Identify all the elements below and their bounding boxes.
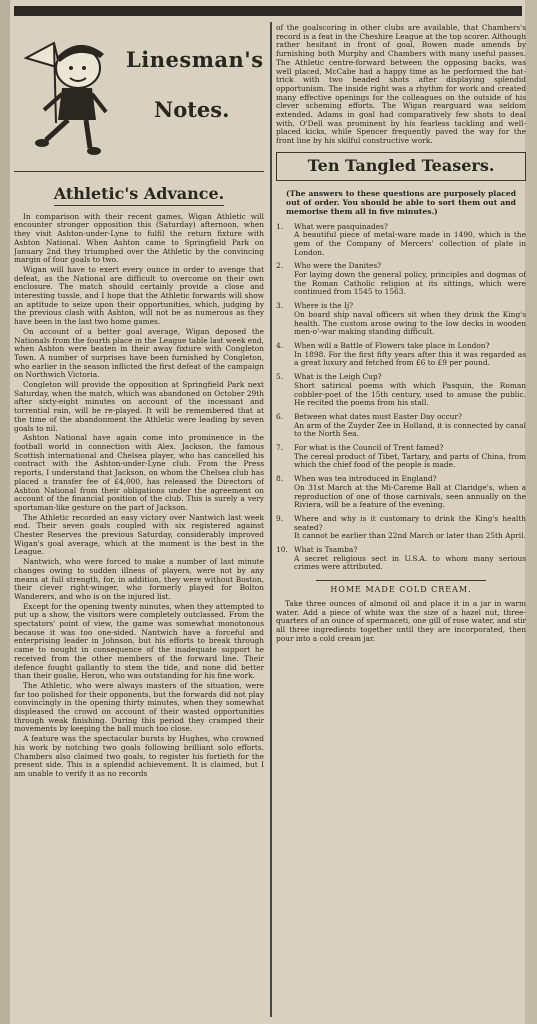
teaser-question: Between what dates must Easter Day occur?: [294, 411, 462, 421]
article-paragraph: Nantwich, who were forced to make a number of last minute changes owing to sudden illness of players, were not by any means at full strength, for, in addition, they were without Boston, their clever right-winger, who formerly played for Bolton Wanderers, and who is on the injured list.: [14, 557, 264, 601]
column-header: [14, 24, 264, 182]
teasers-intro: (The answers to these questions are purposely placed out of order. You should be able to sort them out and memorise them all in five minutes.): [286, 188, 516, 216]
section-title-rule: [54, 205, 224, 206]
teaser-number: 2.: [276, 261, 284, 271]
teaser-number: 8.: [276, 474, 284, 484]
teaser-question: What is the Leigh Cup?: [294, 372, 382, 382]
teaser-item: [276, 262, 526, 297]
linesman-mascot-illustration: [16, 28, 116, 158]
article-paragraph: Congleton will provide the opposition at Springfield Park next Saturday, when the match, which was abandoned on October 29th after sixty-eight minutes on account of the incessant and torrential rain, will be re-played. It will be remembered that at the time of the abandonment the Athletic were leading by seven goals to nil.: [14, 380, 264, 433]
article-paragraph: The Athletic, who were always masters of the situation, were far too polished for their opponents, but the forwards did not play convincingly in the opening thirty minutes, when they somewhat displeased the crowd on account of their wasted opportunities through weak finishing. During this period they cramped their movements by keeping the ball much too close.: [14, 680, 264, 734]
cold-cream-title: HOME MADE COLD CREAM.: [330, 585, 472, 595]
teaser-number: 9.: [276, 513, 284, 523]
teaser-item: [276, 546, 526, 572]
continued-paragraph: of the goalscoring in other clubs are available, that Chambers's record is a feat in the Cheshire League at the top scorer. Although rather hesitant in front of goal, Bowen made amends by furnishing both Murphy and Chambers with many useful passes. The Athletic centre-forward between the opposing backs, was well placed, McCabe had a happy time as he performed the hat-trick with two headed shots after displaying splendid opportunism. The inside right was a rhythm for work and created many effective openings for the colleagues on the outside of his clever scheming efforts. The Wigan rearguard was seldom extended. Adams in goal had comparatively few shots to deal with, O'Dell was prominent by his fearless tackling and well-placed kicks, while Spencer frequently paved the way for the front line by his skilful constructive work.: [276, 24, 526, 146]
teaser-question: When was tea introduced in England?: [294, 474, 437, 484]
teaser-question: For what is the Council of Trent famed?: [294, 443, 444, 453]
article-paragraph: Ashton National have again come into prominence in the football world in connection with Alex. Jackson, the famous Scottish international and Chelsea player, who has cancelled his contract with the Ashton-under-Lyne club. From the Press reports, I understand that Jackson, on whom the Chelsea club has placed a transfer fee of £4,000, has released the Directors of Ashton National from their obligations under the agreement on account of the financial position of the club. This is surely a very sportsman-like gesture on the part of Jackson.: [14, 433, 264, 512]
right-column: [276, 24, 526, 1019]
teaser-number: 5.: [276, 372, 284, 382]
teaser-item: [276, 515, 526, 541]
teaser-item: [276, 223, 526, 258]
heading-line-2: Notes.: [154, 97, 230, 122]
column-rule: [270, 22, 272, 1017]
teaser-answer: It cannot be earlier than 22nd March or later than 25th April.: [294, 531, 526, 541]
teaser-answer: Short satirical poems with which Pasquin, the Roman cobbler-poet of the 15th century, used to amuse the public. He recited the poems from his stall.: [294, 380, 526, 408]
teaser-answer: An arm of the Zuyder Zee in Holland, it is connected by canal to the North Sea.: [294, 420, 526, 439]
teaser-item: [276, 413, 526, 439]
teaser-answer: In 1898. For the first fifty years after this it was regarded as a great luxury and fetched from £6 to £9 per pound.: [294, 349, 526, 368]
teaser-answer: The cereal product of Tibet, Tartary, and parts of China, from which the chief food of the people is made.: [294, 451, 526, 470]
heading-line-1: Linesman's: [126, 47, 264, 72]
left-column: [14, 24, 264, 1019]
teaser-number: 4.: [276, 340, 284, 350]
teaser-item: [276, 444, 526, 470]
teaser-answer: A secret religious sect in U.S.A. to whom many serious crimes were attributed.: [294, 553, 526, 572]
article-paragraph: Except for the opening twenty minutes, when they attempted to put up a show, the visitors were completely outclassed. From the spectators' point of view, the game was somewhat monotonous because it was too one-sided. Nantwich have a forceful and enterprising leader in Johnson, but his efforts to break through came to nought in consequence of the inadequate support he received from the other members of the forward line. Their defence fought gallantly to stem the tide, and none did better than their goalie, Heron, who was outstanding for his fine work.: [14, 601, 264, 681]
header-rule: [14, 171, 264, 172]
teaser-number: 3.: [276, 301, 284, 311]
article-paragraph: On account of a better goal average, Wigan deposed the Nationals from the fourth place in the League table last week end, when Ashton were beaten in their away fixture with Congleton Town. A number of surprises have been furnished by Congleton, who earlier in the season inflicted the first defeat of the campaign on Northwich Victoria.: [14, 326, 264, 380]
teaser-question: What were pasquinades?: [294, 221, 388, 231]
teaser-item: [276, 373, 526, 408]
teaser-item: [276, 475, 526, 510]
article-paragraph: A feature was the spectacular bursts by Hughes, who crowned his work by notching two goals following brilliant solo efforts. Chambers also claimed two goals, to register his fortieth for the present side. This is a splendid achievement. It is claimed, but I am unable to verify it as no records: [14, 734, 264, 778]
teaser-answer: For laying down the general policy, principles and dogmas of the Roman Catholic religion at its sittings, which were continued from 1545 to 1563.: [294, 270, 526, 297]
page-margin-right: [525, 0, 537, 1024]
page-margin-left: [0, 0, 10, 1024]
teaser-answer: A beautiful piece of metal-ware made in 1490, which is the gem of the Company of Mercers' collection of plate in London.: [294, 230, 526, 257]
article-paragraph: In comparison with their recent games, Wigan Athletic will encounter stronger opposition this (Saturday) afternoon, when they visit Ashton-under-Lyne to fulfil the return fixture with Ashton National. When Ashton came to Springfield Park on January 2nd they triumphed over the Athletic by the convincing margin of four goals to two.: [14, 211, 264, 265]
teaser-number: 6.: [276, 411, 284, 421]
section-title: Athletic's Advance.: [53, 184, 225, 203]
teaser-question: When will a Battle of Flowers take place in London?: [294, 340, 490, 350]
top-rule: [14, 6, 522, 16]
teaser-question: Who were the Danites?: [294, 261, 382, 271]
teaser-item: [276, 342, 526, 368]
teaser-answer: On 31st March at the Mi-Careme Ball at Claridge's, when a reproduction of one of those carnivals, seen annually on the Riviera, will be a feature of the evening.: [294, 482, 526, 510]
article-paragraph: The Athletic recorded an easy victory over Nantwich last week end. Their seven goals coupled with six registered against Chester Reserves the previous Saturday, considerably improved Wigan's goal average, which at the moment is the best in the League.: [14, 512, 264, 557]
section-divider: [316, 580, 486, 581]
teaser-number: 1.: [276, 221, 284, 231]
teaser-number: 10.: [276, 545, 288, 555]
teaser-question: What is Tsamba?: [294, 545, 358, 555]
teaser-item: [276, 302, 526, 337]
cold-cream-paragraph: Take three ounces of almond oil and place it in a jar in warm water. Add a piece of white wax the size of a hazel nut, three-quarters of an ounce of spermaceti, one gill of rose water, and stir all three ingredients together until they are incorporated, then pour into a cold cream jar.: [276, 598, 526, 643]
teasers-title: Ten Tangled Teasers.: [276, 152, 526, 181]
teaser-answer: On board ship naval officers sit when they drink the King's health. The custom arose owing to the low decks in wooden men-o'-war making standing difficult.: [294, 309, 526, 337]
article-paragraph: Wigan will have to exert every ounce in order to avenge that defeat, as the National are difficult to overcome on their own enclosure. The match should certainly provide a close and interesting tussle, and I hope that the Athletic forwards will show an aptitude to seize upon their opportunities, which, judging by the previous clash with Ashton, will not be as numerous as they have been in the last two home games.: [14, 264, 264, 327]
teaser-question: Where and why is it customary to drink the King's health seated?: [294, 513, 526, 532]
teaser-question: Where is the Ij?: [294, 301, 354, 311]
teaser-number: 7.: [276, 443, 284, 453]
